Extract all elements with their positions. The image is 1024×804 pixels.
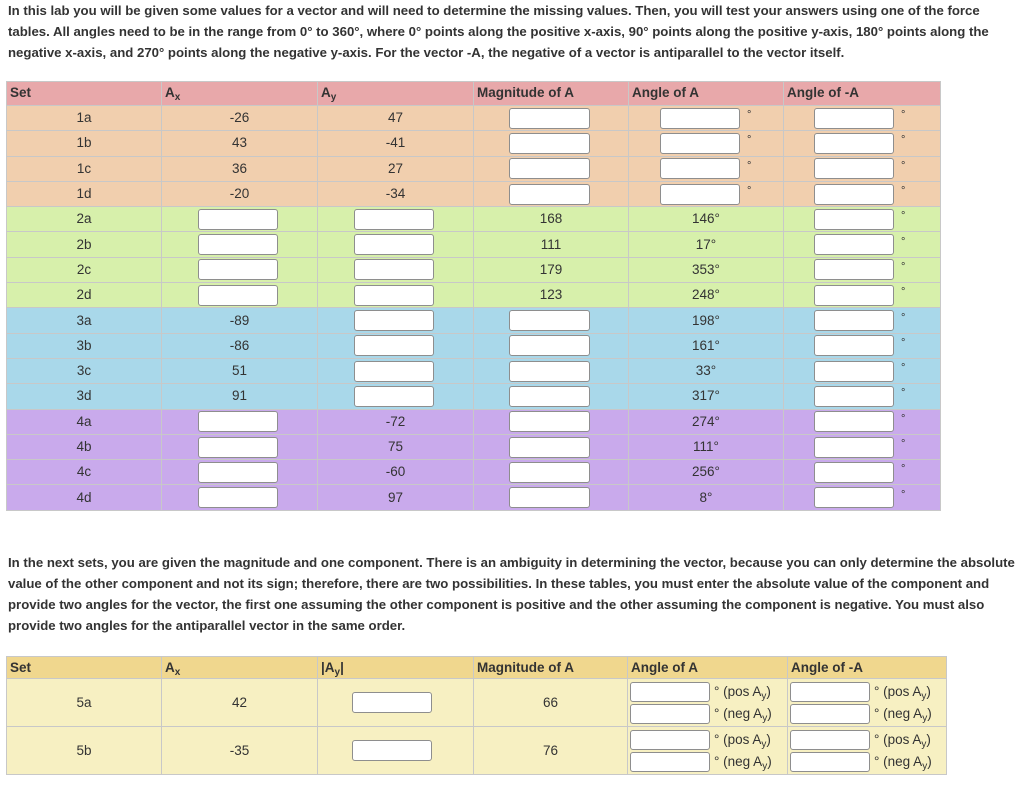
magnitude-value: 76 <box>474 727 628 775</box>
angle-value: 33° <box>629 358 784 383</box>
angle-value: 111° <box>629 434 784 459</box>
neg-angle-input[interactable] <box>814 411 894 432</box>
ax-value: -20 <box>162 181 318 206</box>
magnitude-cell <box>474 460 629 485</box>
ax-value: 42 <box>162 679 318 727</box>
set-label: 3a <box>7 308 162 333</box>
angle-value: 248° <box>629 283 784 308</box>
col-neg-angle: Angle of -A <box>784 82 941 106</box>
neg-angle-input[interactable] <box>814 285 894 306</box>
angle-value: 198° <box>629 308 784 333</box>
degree-symbol: ° <box>901 159 906 172</box>
col-angle: Angle of A <box>629 82 784 106</box>
col-magnitude: Magnitude of A <box>474 82 629 106</box>
table-row <box>7 485 941 510</box>
neg-angle-input[interactable] <box>814 133 894 154</box>
neg-angle-pos-input[interactable] <box>790 682 870 702</box>
ay-input[interactable] <box>354 335 434 356</box>
angle-neg-input[interactable] <box>630 752 710 772</box>
degree-symbol: ° <box>901 109 906 122</box>
pos-ay-label: ° (pos $A_y$) <box>874 683 931 702</box>
ax-cell <box>162 409 318 434</box>
ay-input[interactable] <box>354 285 434 306</box>
ay-cell <box>318 257 474 282</box>
ax-cell <box>162 434 318 459</box>
neg-angle-neg-line <box>790 752 946 772</box>
magnitude-value: 168 <box>474 207 629 232</box>
degree-symbol: ° <box>901 438 906 450</box>
neg-angle-input[interactable] <box>814 437 894 458</box>
table-header <box>7 82 941 106</box>
angle-neg-line <box>630 704 787 724</box>
pos-ay-label: ° (pos $A_y$) <box>714 683 771 702</box>
neg-angle-cell <box>784 384 941 409</box>
ay-value: 97 <box>318 485 474 510</box>
table-header <box>7 657 947 679</box>
neg-ay-label: ° (neg $A_y$) <box>874 753 932 772</box>
degree-symbol: ° <box>747 159 752 172</box>
ay-cell <box>318 232 474 257</box>
neg-angle-cell <box>784 434 941 459</box>
pos-ay-label: ° (pos $A_y$) <box>714 731 771 750</box>
set-label: 1c <box>7 156 162 181</box>
ay-cell <box>318 308 474 333</box>
angle-value: 317° <box>629 384 784 409</box>
neg-angle-cell <box>784 232 941 257</box>
col-ax: $A_x$ <box>162 657 318 679</box>
neg-angle-cell <box>784 460 941 485</box>
angle-value: 353° <box>629 257 784 282</box>
ay-cell <box>318 207 474 232</box>
degree-symbol: ° <box>901 362 906 375</box>
ax-cell <box>162 257 318 282</box>
angle-cell <box>628 679 788 727</box>
ay-cell <box>318 384 474 409</box>
abs-ay-input[interactable] <box>352 692 432 713</box>
col-ay: $A_y$ <box>318 82 474 106</box>
ax-cell <box>162 207 318 232</box>
col-set: Set <box>7 657 162 679</box>
degree-symbol: ° <box>901 336 906 349</box>
neg-angle-input[interactable] <box>814 487 894 508</box>
magnitude-input[interactable] <box>509 462 590 483</box>
ay-value: 27 <box>318 156 474 181</box>
table-row <box>7 358 941 383</box>
magnitude-cell <box>474 434 629 459</box>
set-label: 3b <box>7 333 162 358</box>
angle-neg-input[interactable] <box>630 704 710 724</box>
ay-input[interactable] <box>354 310 434 331</box>
set-label: 4d <box>7 485 162 510</box>
neg-angle-cell <box>784 409 941 434</box>
magnitude-value: 111 <box>474 232 629 257</box>
neg-angle-neg-input[interactable] <box>790 752 870 772</box>
ay-value: -72 <box>318 409 474 434</box>
magnitude-input[interactable] <box>509 335 590 356</box>
angle-pos-line <box>630 682 787 702</box>
magnitude-value: 179 <box>474 257 629 282</box>
neg-angle-pos-line <box>790 730 946 750</box>
neg-angle-input[interactable] <box>814 386 894 407</box>
degree-symbol: ° <box>747 109 752 122</box>
table-row <box>7 679 947 727</box>
neg-angle-cell <box>784 485 941 510</box>
magnitude-cell <box>474 131 629 156</box>
neg-angle-cell <box>784 106 941 131</box>
degree-symbol: ° <box>901 463 906 476</box>
neg-angle-cell <box>784 181 941 206</box>
neg-angle-input[interactable] <box>814 361 894 382</box>
neg-angle-input[interactable] <box>814 108 894 129</box>
degree-symbol: ° <box>901 210 906 223</box>
angle-input[interactable] <box>660 133 740 154</box>
degree-symbol: ° <box>901 286 906 299</box>
neg-angle-neg-input[interactable] <box>790 704 870 724</box>
magnitude-cell <box>474 333 629 358</box>
neg-angle-cell <box>784 358 941 383</box>
magnitude-input[interactable] <box>509 310 590 331</box>
angle-cell <box>629 131 784 156</box>
ay-input[interactable] <box>354 361 434 382</box>
col-neg-angle: Angle of -A <box>788 657 947 679</box>
degree-symbol: ° <box>901 311 906 324</box>
angle-value: 161° <box>629 333 784 358</box>
magnitude-cell <box>474 384 629 409</box>
ax-value: -35 <box>162 727 318 775</box>
ay-value: -34 <box>318 181 474 206</box>
ax-input[interactable] <box>198 234 278 255</box>
set-label: 2b <box>7 232 162 257</box>
neg-angle-cell <box>784 333 941 358</box>
neg-angle-cell <box>784 156 941 181</box>
vector-table-2 <box>6 656 947 775</box>
ax-input[interactable] <box>198 209 278 230</box>
magnitude-cell <box>474 156 629 181</box>
neg-angle-neg-line <box>790 704 946 724</box>
ax-input[interactable] <box>198 259 278 280</box>
set-label: 3c <box>7 358 162 383</box>
neg-angle-cell <box>784 308 941 333</box>
table-row <box>7 257 941 282</box>
col-angle: Angle of A <box>628 657 788 679</box>
table-row <box>7 283 941 308</box>
table-row <box>7 333 941 358</box>
neg-ay-label: ° (neg $A_y$) <box>714 753 772 772</box>
magnitude-cell <box>474 181 629 206</box>
ax-cell <box>162 232 318 257</box>
table-row <box>7 308 941 333</box>
table-row <box>7 207 941 232</box>
ax-input[interactable] <box>198 487 278 508</box>
angle-pos-input[interactable] <box>630 682 710 702</box>
set-label: 5b <box>7 727 162 775</box>
ay-cell <box>318 358 474 383</box>
table-row <box>7 232 941 257</box>
magnitude-input[interactable] <box>509 133 590 154</box>
ax-cell <box>162 485 318 510</box>
angle-cell <box>629 156 784 181</box>
ax-input[interactable] <box>198 437 278 458</box>
ay-input[interactable] <box>354 234 434 255</box>
vector-table-1 <box>6 81 941 511</box>
intro-paragraph: In this lab you will be given some values for a vector and will need to determine the missing values. Then, you will test your answers using one of the force tables. All angles need to be in the range from 0° to 360°, where 0° points along the positive x-axis, 90° points along the positive y-axis, 180° points along the negative x-axis, and 270° points along the negative y-axis. For the vector -A, the negative of a vector is antiparallel to the vector itself. <box>8 3 989 60</box>
col-ax: $A_x$ <box>162 82 318 106</box>
magnitude-cell <box>474 358 629 383</box>
magnitude-input[interactable] <box>509 437 590 458</box>
magnitude-input[interactable] <box>509 108 590 129</box>
degree-symbol: ° <box>901 387 906 400</box>
neg-angle-input[interactable] <box>814 335 894 356</box>
magnitude-cell <box>474 106 629 131</box>
ax-input[interactable] <box>198 462 278 483</box>
degree-symbol: ° <box>747 134 752 147</box>
neg-angle-input[interactable] <box>814 310 894 331</box>
magnitude-input[interactable] <box>509 184 590 205</box>
ax-cell <box>162 460 318 485</box>
table-row <box>7 460 941 485</box>
set-label: 2a <box>7 207 162 232</box>
angle-neg-line <box>630 752 787 772</box>
table-row <box>7 727 947 775</box>
ax-input[interactable] <box>198 411 278 432</box>
neg-angle-cell <box>784 283 941 308</box>
magnitude-value: 66 <box>474 679 628 727</box>
neg-angle-input[interactable] <box>814 259 894 280</box>
table-row <box>7 409 941 434</box>
set-label: 3d <box>7 384 162 409</box>
col-abs-ay: $|A_y|$ <box>318 657 474 679</box>
degree-symbol: ° <box>901 134 906 147</box>
neg-angle-pos-line <box>790 682 946 702</box>
abs-ay-cell <box>318 727 474 775</box>
set-label: 5a <box>7 679 162 727</box>
neg-angle-input[interactable] <box>814 209 894 230</box>
neg-angle-input[interactable] <box>814 234 894 255</box>
abs-ay-cell <box>318 679 474 727</box>
magnitude-input[interactable] <box>509 411 590 432</box>
angle-pos-line <box>630 730 787 750</box>
ay-value: -41 <box>318 131 474 156</box>
ax-value: -89 <box>162 308 318 333</box>
set-label: 1b <box>7 131 162 156</box>
table-row <box>7 434 941 459</box>
angle-value: 146° <box>629 207 784 232</box>
table-row <box>7 156 941 181</box>
pos-ay-label: ° (pos $A_y$) <box>874 731 931 750</box>
col-set: Set <box>7 82 162 106</box>
ay-input[interactable] <box>354 259 434 280</box>
angle-input[interactable] <box>660 184 740 205</box>
ambiguity-paragraph: In the next sets, you are given the magnitude and one component. There is an ambiguity in determining the vector, because you can only determine the absolute value of the other component and not its sign; therefore, there are two possibilities. In these tables, you must enter the absolute value of the component and provide two angles for the vector, the first one assuming the other component is positive and the other assuming the component is negative. You must also provide two angles for the antiparallel vector in the same order. <box>8 555 1015 633</box>
neg-angle-cell <box>788 727 947 775</box>
set-label: 4b <box>7 434 162 459</box>
ax-value: 43 <box>162 131 318 156</box>
degree-symbol: ° <box>901 488 906 501</box>
magnitude-value: 123 <box>474 283 629 308</box>
neg-angle-pos-input[interactable] <box>790 730 870 750</box>
ax-value: -26 <box>162 106 318 131</box>
ax-value: 51 <box>162 358 318 383</box>
angle-value: 274° <box>629 409 784 434</box>
magnitude-input[interactable] <box>509 386 590 407</box>
set-label: 2c <box>7 257 162 282</box>
magnitude-cell <box>474 308 629 333</box>
table-row <box>7 384 941 409</box>
angle-cell <box>628 727 788 775</box>
angle-input[interactable] <box>660 158 740 179</box>
set-label: 4a <box>7 409 162 434</box>
ay-cell <box>318 283 474 308</box>
magnitude-cell <box>474 409 629 434</box>
table-row <box>7 131 941 156</box>
angle-value: 8° <box>629 485 784 510</box>
neg-angle-input[interactable] <box>814 462 894 483</box>
table-row <box>7 181 941 206</box>
neg-angle-cell <box>784 131 941 156</box>
ay-cell <box>318 333 474 358</box>
angle-value: 17° <box>629 232 784 257</box>
degree-symbol: ° <box>901 260 906 273</box>
angle-cell <box>629 181 784 206</box>
neg-angle-cell <box>784 207 941 232</box>
magnitude-input[interactable] <box>509 361 590 382</box>
ay-value: 75 <box>318 434 474 459</box>
ax-value: -86 <box>162 333 318 358</box>
set-label: 1d <box>7 181 162 206</box>
magnitude-input[interactable] <box>509 158 590 179</box>
degree-symbol: ° <box>901 235 906 248</box>
angle-cell <box>629 106 784 131</box>
neg-angle-cell <box>784 257 941 282</box>
abs-ay-input[interactable] <box>352 740 432 761</box>
degree-symbol: ° <box>901 412 906 425</box>
angle-pos-input[interactable] <box>630 730 710 750</box>
ay-value: 47 <box>318 106 474 131</box>
ax-value: 36 <box>162 156 318 181</box>
neg-ay-label: ° (neg $A_y$) <box>714 705 772 724</box>
neg-ay-label: ° (neg $A_y$) <box>874 705 932 724</box>
set-label: 1a <box>7 106 162 131</box>
magnitude-input[interactable] <box>509 487 590 508</box>
ax-cell <box>162 283 318 308</box>
set-label: 4c <box>7 460 162 485</box>
col-magnitude: Magnitude of A <box>474 657 628 679</box>
angle-input[interactable] <box>660 108 740 129</box>
table-row <box>7 106 941 131</box>
neg-angle-input[interactable] <box>814 184 894 205</box>
neg-angle-cell <box>788 679 947 727</box>
magnitude-cell <box>474 485 629 510</box>
ax-value: 91 <box>162 384 318 409</box>
neg-angle-input[interactable] <box>814 158 894 179</box>
ax-input[interactable] <box>198 285 278 306</box>
ay-input[interactable] <box>354 209 434 230</box>
set-label: 2d <box>7 283 162 308</box>
degree-symbol: ° <box>901 185 906 198</box>
degree-symbol: ° <box>747 185 752 198</box>
ay-value: -60 <box>318 460 474 485</box>
angle-value: 256° <box>629 460 784 485</box>
ay-input[interactable] <box>354 386 434 407</box>
